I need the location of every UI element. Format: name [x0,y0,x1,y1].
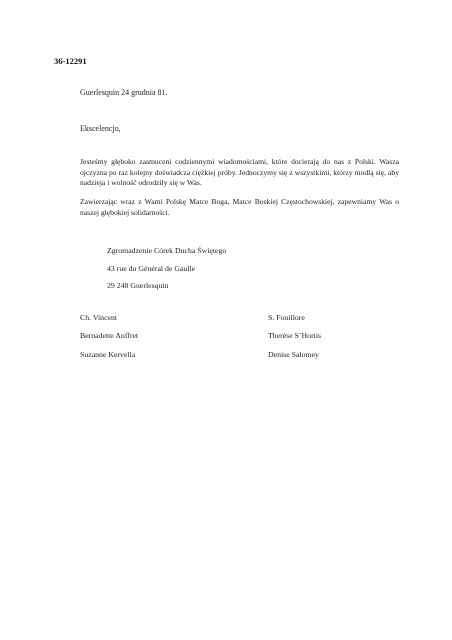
signatory-name: Denise Salomey [268,350,319,359]
sender-street: 43 rue du Général de Gaulle [107,264,196,273]
signatory-name: Bernadette Auffret [80,331,139,340]
signatory-name: Suzanne Kervella [80,350,136,359]
document-reference-number: 36-12291 [54,56,87,66]
signatory-name: Ch. Vincent [80,313,118,322]
body-paragraph-1: Jesteśmy głęboko zasmuceni codziennymi wiadomościami, które docierają do nas z Polski. Wasza ojczyzna po raz kolejny doświadcza ciężkiej próby. Jednoczymy się z wszystkimi, którzy modlą się, aby nadzieja i wolność odrodziły się w Was. [80,157,399,187]
sender-organization: Zgromadzenie Córek Ducha Świętego [107,246,227,255]
sender-city: 29 248 Guerlesquin [107,281,169,290]
signatory-name: S. Fouillore [268,313,305,322]
salutation: Ekscelencjo, [80,124,121,133]
place-and-date: Guerlesquin 24 grudnia 81. [80,88,168,97]
body-paragraph-2: Zawierzając wraz z Wami Polskę Matce Boga, Matce Boskiej Częstochowskiej, zapewniamy Was o naszej głębokiej solidarności. [80,197,399,217]
signatory-name: Therèse S`Hortis [268,331,322,340]
